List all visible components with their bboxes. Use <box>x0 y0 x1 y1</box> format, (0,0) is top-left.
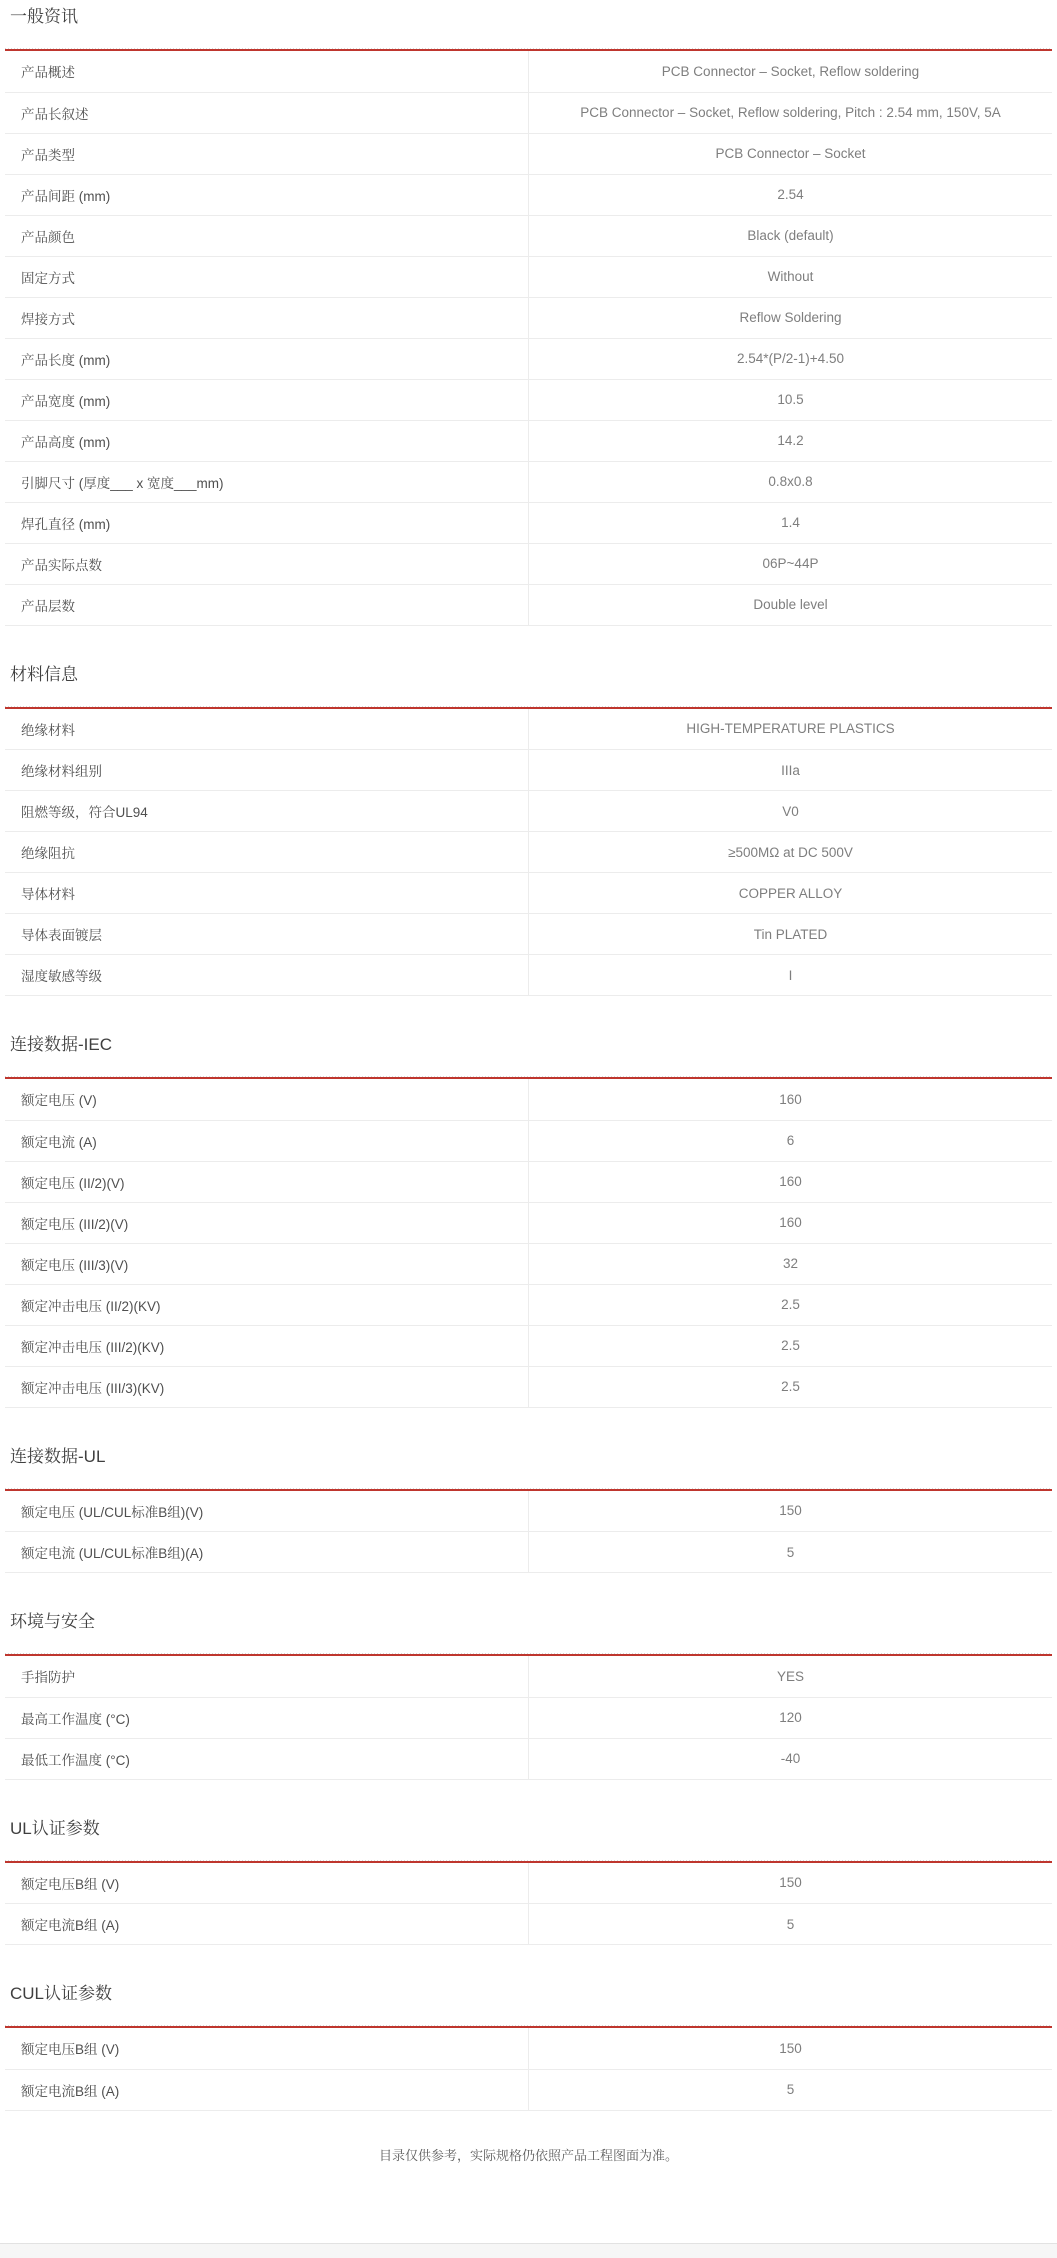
table-row <box>5 338 1052 379</box>
row-value: 120 <box>529 1697 1053 1738</box>
spec-section <box>5 1444 1052 1574</box>
table-row <box>5 1532 1052 1573</box>
row-value: 14.2 <box>529 420 1053 461</box>
spec-section <box>5 1032 1052 1408</box>
table-row <box>5 543 1052 584</box>
row-label: 焊孔直径 (mm) <box>5 502 529 543</box>
row-label: 额定电流B组 (A) <box>5 2069 529 2110</box>
spec-table <box>5 1656 1052 1780</box>
row-label: 额定电流B组 (A) <box>5 1904 529 1945</box>
row-label: 额定电流 (A) <box>5 1120 529 1161</box>
row-label: 绝缘阻抗 <box>5 832 529 873</box>
row-label: 绝缘材料 <box>5 709 529 750</box>
section-title: CUL认证参数 <box>10 1984 113 2003</box>
table-row <box>5 2069 1052 2110</box>
table-row <box>5 174 1052 215</box>
row-label: 产品宽度 (mm) <box>5 379 529 420</box>
table-row <box>5 873 1052 914</box>
spec-section <box>5 1609 1052 1780</box>
table-row <box>5 1697 1052 1738</box>
table-row <box>5 92 1052 133</box>
row-label: 产品概述 <box>5 51 529 92</box>
table-row <box>5 215 1052 256</box>
table-row <box>5 1325 1052 1366</box>
table-row <box>5 51 1052 92</box>
spec-table <box>5 1079 1052 1408</box>
row-label: 额定冲击电压 (III/3)(KV) <box>5 1366 529 1407</box>
table-row <box>5 709 1052 750</box>
row-value: V0 <box>529 791 1053 832</box>
row-label: 焊接方式 <box>5 297 529 338</box>
section-title: 一般资讯 <box>10 7 78 26</box>
table-row <box>5 1079 1052 1120</box>
row-value: 10.5 <box>529 379 1053 420</box>
row-value: IIIa <box>529 750 1053 791</box>
row-label: 阻燃等级，符合UL94 <box>5 791 529 832</box>
row-value: 150 <box>529 1863 1053 1904</box>
row-value: Double level <box>529 584 1053 625</box>
row-label: 额定电压B组 (V) <box>5 2028 529 2069</box>
row-label: 引脚尺寸 (厚度___ x 宽度___mm) <box>5 461 529 502</box>
row-value: YES <box>529 1656 1053 1697</box>
spec-section <box>5 4 1052 626</box>
table-row <box>5 2028 1052 2069</box>
row-label: 产品颜色 <box>5 215 529 256</box>
row-value: 06P~44P <box>529 543 1053 584</box>
table-row <box>5 461 1052 502</box>
table-row <box>5 832 1052 873</box>
bottom-bar <box>0 2243 1057 2258</box>
section-title: 连接数据-IEC <box>10 1035 112 1054</box>
row-label: 产品实际点数 <box>5 543 529 584</box>
spec-section <box>5 1981 1052 2111</box>
table-row <box>5 1863 1052 1904</box>
row-label: 额定冲击电压 (III/2)(KV) <box>5 1325 529 1366</box>
row-value: 5 <box>529 2069 1053 2110</box>
table-row <box>5 584 1052 625</box>
row-label: 额定电压B组 (V) <box>5 1863 529 1904</box>
row-value: Tin PLATED <box>529 914 1053 955</box>
table-row <box>5 791 1052 832</box>
row-value: 6 <box>529 1120 1053 1161</box>
row-label: 额定冲击电压 (II/2)(KV) <box>5 1284 529 1325</box>
footer-note: 目录仅供参考，实际规格仍依照产品工程图面为准。 <box>378 2147 678 2163</box>
row-value: Without <box>529 256 1053 297</box>
table-row <box>5 1120 1052 1161</box>
spec-table <box>5 1491 1052 1574</box>
row-value: Black (default) <box>529 215 1053 256</box>
spec-section <box>5 1816 1052 1946</box>
row-value: -40 <box>529 1738 1053 1779</box>
section-title: 材料信息 <box>10 664 78 684</box>
table-row <box>5 1738 1052 1779</box>
row-value: 160 <box>529 1202 1053 1243</box>
row-label: 额定电压 (III/3)(V) <box>5 1243 529 1284</box>
row-label: 产品长叙述 <box>5 92 529 133</box>
row-label: 最低工作温度 (°C) <box>5 1738 529 1779</box>
row-label: 额定电压 (III/2)(V) <box>5 1202 529 1243</box>
row-label: 导体材料 <box>5 873 529 914</box>
row-value: I <box>529 955 1053 996</box>
row-label: 导体表面镀层 <box>5 914 529 955</box>
spec-table <box>5 709 1052 997</box>
section-title: 连接数据-UL <box>10 1446 106 1466</box>
table-row <box>5 1656 1052 1697</box>
row-value: 2.5 <box>529 1366 1053 1407</box>
row-label: 产品间距 (mm) <box>5 174 529 215</box>
row-value: 5 <box>529 1532 1053 1573</box>
row-value: PCB Connector – Socket, Reflow soldering <box>529 51 1053 92</box>
table-row <box>5 955 1052 996</box>
table-row <box>5 256 1052 297</box>
row-value: 2.54 <box>529 174 1053 215</box>
table-row <box>5 1284 1052 1325</box>
row-value: Reflow Soldering <box>529 297 1053 338</box>
row-label: 绝缘材料组别 <box>5 750 529 791</box>
row-label: 最高工作温度 (°C) <box>5 1697 529 1738</box>
row-value: PCB Connector – Socket, Reflow soldering, Pitch : 2.54 mm, 150V, 5A <box>529 92 1053 133</box>
table-row <box>5 1243 1052 1284</box>
spec-section <box>5 662 1052 997</box>
row-label: 固定方式 <box>5 256 529 297</box>
row-label: 产品长度 (mm) <box>5 338 529 379</box>
row-value: HIGH-TEMPERATURE PLASTICS <box>529 709 1053 750</box>
table-row <box>5 1366 1052 1407</box>
row-value: 0.8x0.8 <box>529 461 1053 502</box>
row-value: 32 <box>529 1243 1053 1284</box>
row-label: 产品层数 <box>5 584 529 625</box>
row-label: 产品高度 (mm) <box>5 420 529 461</box>
table-row <box>5 1161 1052 1202</box>
row-value: 1.4 <box>529 502 1053 543</box>
row-value: 150 <box>529 1491 1053 1532</box>
table-row <box>5 914 1052 955</box>
row-value: 2.54*(P/2-1)+4.50 <box>529 338 1053 379</box>
table-row <box>5 502 1052 543</box>
row-value: 2.5 <box>529 1325 1053 1366</box>
row-label: 产品类型 <box>5 133 529 174</box>
row-value: 150 <box>529 2028 1053 2069</box>
table-row <box>5 750 1052 791</box>
spec-table <box>5 51 1052 626</box>
table-row <box>5 297 1052 338</box>
row-label: 额定电压 (II/2)(V) <box>5 1161 529 1202</box>
row-value: PCB Connector – Socket <box>529 133 1053 174</box>
table-row <box>5 1202 1052 1243</box>
row-label: 额定电压 (UL/CUL标准B组)(V) <box>5 1491 529 1532</box>
table-row <box>5 133 1052 174</box>
spec-table <box>5 1863 1052 1946</box>
table-row <box>5 1491 1052 1532</box>
row-value: ≥500MΩ at DC 500V <box>529 832 1053 873</box>
row-value: 160 <box>529 1079 1053 1120</box>
row-value: 2.5 <box>529 1284 1053 1325</box>
section-title: 环境与安全 <box>10 1612 95 1631</box>
row-label: 湿度敏感等级 <box>5 955 529 996</box>
section-title: UL认证参数 <box>10 1818 100 1838</box>
table-row <box>5 420 1052 461</box>
spec-table <box>5 2028 1052 2111</box>
row-value: 160 <box>529 1161 1053 1202</box>
table-row <box>5 1904 1052 1945</box>
row-label: 额定电压 (V) <box>5 1079 529 1120</box>
row-value: 5 <box>529 1904 1053 1945</box>
table-row <box>5 379 1052 420</box>
row-label: 手指防护 <box>5 1656 529 1697</box>
row-value: COPPER ALLOY <box>529 873 1053 914</box>
row-label: 额定电流 (UL/CUL标准B组)(A) <box>5 1532 529 1573</box>
